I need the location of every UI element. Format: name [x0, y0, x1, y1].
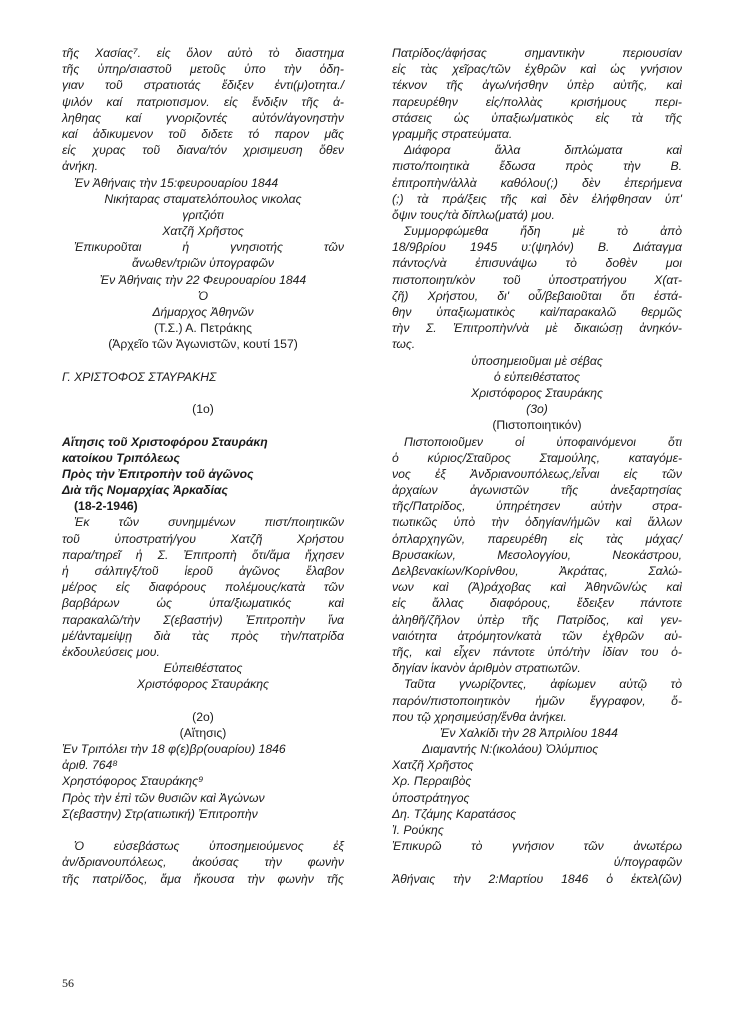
text-line: ψιλόν καί πατριοτισμον. εἰς ἔνδιξιν τῆς ἀ-	[62, 94, 344, 109]
text-line	[62, 385, 344, 401]
text-line: Ἐν Ἀθήναις τὴν 22 Φευρουαρίου 1844	[99, 272, 307, 287]
text-line: νος ἐξ Ἀνδριανουπόλεως,/εἶναι εἰς τῶν	[392, 466, 682, 481]
text-line: (;) τὰ πρά/ξεις τῆς καὶ δὲν ἐλήφθησαν ὑπ'	[392, 191, 682, 206]
text-line: 18/9βρίου 1945 υ:(ψηλόν) Β. Διάταγμα	[392, 240, 682, 255]
text-line: τῆς, καὶ εἶχεν πάντοτε ὑπό/τὴν ἰδίαν του ὁ-	[392, 644, 682, 659]
text-line: Διὰ τῆς Νομαρχίας Ἀρκαδίας	[62, 483, 228, 498]
text-line: τῆς πατρί/δος, ἅμα ἤκουσα τὴν φωνὴν τῆς	[62, 871, 344, 886]
text-line: ζῆ) Χρήστου, δι' οὗ/βεβαιοῦται ὅτι ἐστά-	[392, 288, 682, 303]
text-line: ὁπλαρχηγῶν, παρευρέθη εἰς τὰς μάχας/	[392, 531, 682, 546]
text-line: Χρ. Περραιβὸς	[392, 774, 472, 789]
text-line: ὑποστράτηγος	[392, 790, 470, 805]
page-number: 56	[62, 976, 74, 990]
text-line: μέ/ἀνταμείψῃ διὰ τὰς πρὸς τὴν/πατρίδα	[62, 628, 344, 643]
text-line: Πρὸς τὴν ἐπὶ τῶν θυσιῶν καὶ Ἀγώνων	[62, 790, 265, 805]
text-line: τὴν Σ. Ἐπιτροπὴν/νὰ μὲ δικαιώσῃ ἀνηκόν-	[392, 321, 682, 336]
text-line: Συμμορφώμεθα ἤδη μὲ τὸ ἀπὸ	[404, 224, 682, 239]
text-line: ἐπιτροπὴν/ἀλλὰ καθόλου(;) δὲν ἐπερήμενα	[392, 175, 682, 190]
text-line: τέκνον τῆς ἀγω/νήσθην ὑπὲρ αὐτῆς, καὶ	[392, 78, 682, 93]
text-line: τῆς ὑπηρ/σιαστοῦ μετοῦς ὑπο τὴν ὁδη-	[62, 62, 344, 77]
text-line: ἄνωθεν/τριῶν ὑπογραφῶν	[131, 256, 274, 271]
text-line: ὑ/πογραφῶν	[613, 855, 682, 870]
text-line	[62, 693, 344, 709]
text-line: Σ(εβαστην) Στρ(ατιωτική) Ἐπιτροπὴν	[62, 806, 258, 821]
text-line: ναιότητα ἀτρόμητον/κατὰ τῶν ἐχθρῶν αὐ-	[392, 628, 682, 643]
text-line: θην ὑπαξιωματικὸς καὶ/παρακαλῶ θερμῶς	[392, 305, 682, 319]
text-line: (18-2-1946)	[74, 499, 138, 514]
text-line: γιαν τοῦ στρατιοτάς ἔδιξεν ἐντι(μ)οτητα./	[62, 78, 344, 93]
text-line: (Πιστοποιητικόν)	[492, 418, 582, 433]
text-line: Βρυσακίων, Μεσολογγίου, Νεοκάστρου,	[392, 547, 682, 562]
text-line	[62, 417, 344, 433]
text-line: στάσεις ὡς ὑπαξιω/ματικὸς εἰς τὰ τῆς	[392, 110, 682, 125]
text-line: που τῷ χρησιμεύσῃ/ἔνθα ἀνήκει.	[392, 709, 567, 724]
text-line: παρόν/πιστοποιητικὸν ἡμῶν ἔγγραφον, ὅ-	[392, 693, 682, 708]
text-line: Χατζῆ Χρῆστος	[392, 758, 474, 773]
text-line: Ἐκ τῶν συνημμένων πιστ/ποιητικῶν	[74, 515, 344, 530]
text-line: Χριστόφορος Σταυράκης	[471, 385, 603, 400]
text-line: βαρβάρων ὡς ὑπα/ξιωματικός καὶ	[62, 596, 344, 611]
text-line: Ταῦτα γνωρίζοντες, ἀφίωμεν αὐτῷ τὸ	[404, 677, 682, 692]
text-line: Χρηστόφορος Σταυράκης⁹	[62, 774, 204, 789]
text-line: (2ο)	[192, 709, 214, 724]
text-line: εἰς χυρας τοῦ διανα/τόν χρισιμευση ὅθεν	[62, 143, 344, 158]
text-line: Δη. Τζάμης Καρατάσος	[392, 806, 517, 821]
text-line: τως.	[392, 337, 416, 352]
text-line: Ἐν Τριπόλει τὴν 18 φ(ε)βρ(ουαρίου) 1846	[62, 742, 286, 757]
text-line: (Ἀρχεῖο τῶν Ἀγωνιστῶν, κουτί 157)	[108, 337, 298, 352]
text-line: Δήμαρχος Ἀθηνῶν	[152, 305, 254, 319]
text-line: (3ο)	[526, 402, 548, 417]
text-line: Διάφορα ἄλλα διπλώματα καὶ	[404, 143, 682, 158]
text-line: Ἀθήναις τὴν 2:Μαρτίου 1846 ὁ ἐκτελ(ῶν)	[392, 871, 682, 886]
right-column	[392, 45, 682, 887]
text-line: γραμμῆς στρατεύματα.	[392, 126, 513, 141]
text-line: (Τ.Σ.) Α. Πετράκης	[154, 321, 252, 336]
text-line: (1ο)	[192, 402, 214, 417]
text-line: τῆς/Πατρίδος, ὑπηρέτησεν αὐτὴν στρα-	[392, 499, 682, 514]
text-line: πάντος/νὰ ἐπισυνάψω τὸ δοθὲν μοι	[392, 256, 682, 271]
text-line: εἰς τὰς χεῖρας/τῶν ἐχθρῶν καὶ ὡς γνήσιον	[392, 62, 682, 77]
text-line: καί ἀδικυμενον τοῦ διδετε τό παρον μᾶς	[62, 126, 344, 141]
text-line: Γ. ΧΡΙΣΤΟΦΟΣ ΣΤΑΥΡΑΚΗΣ	[62, 369, 217, 384]
text-line: Πατρίδος/ἀφήσας σημαντικὴν περιουσίαν	[392, 46, 682, 60]
text-line: ἐκδουλεύσεις μου.	[62, 644, 160, 659]
text-line	[62, 353, 344, 369]
text-line: ἀληθῆ/ζῆλον ὑπὲρ τῆς Πατρίδος, καὶ γεν-	[392, 612, 682, 627]
text-line: εἰς ἄλλας διαφόρους, ἔδειξεν πάντοτε	[392, 596, 682, 611]
text-line: Ἐπικυροῦται ἡ γνησιοτής τῶν	[74, 240, 344, 255]
text-line: Ἐν Χαλκίδι τὴν 28 Ἀπριλίου 1844	[440, 725, 618, 740]
text-line: Ὁ	[197, 288, 209, 303]
text-line: ὁ κύριος/Σταῦρος Σταμούλης, καταγόμε-	[392, 450, 682, 465]
text-line: Δελβενακίων/Κορίνθου, Ἀκράτας, Σαλώ-	[392, 564, 682, 578]
text-line: Χριστόφορος Σταυράκης	[137, 677, 269, 692]
text-line: Ἐν Ἀθήναις τὴν 15:φευρουαρίου 1844	[74, 175, 279, 190]
text-line: Ἰ. Ρούκης	[392, 823, 444, 837]
text-line: Νικήταρας σταματελόπουλος νικολας	[104, 191, 302, 206]
text-line: νων καὶ (Ἀ)ράχοβας καὶ Ἀθηνῶν/ὡς καὶ	[392, 580, 682, 595]
left-column	[62, 45, 344, 887]
text-line: Ὁ εὐσεβάστως ὑποσημειούμενος ἐξ	[74, 839, 344, 854]
text-line: ἀρχαίων ἀγωνιστῶν τῆς ἀνεξαρτησίας	[392, 483, 682, 498]
text-line: ἀριθ. 764⁸	[62, 758, 118, 773]
text-line: πιστοποιητι/κὸν τοῦ ὑποστρατήγου Χ(ατ-	[392, 272, 682, 287]
text-line: ἀνήκη.	[62, 159, 99, 174]
text-line: ληθηας καί γνοριζοντές αὐτόν/ἀγονηστὴν	[62, 110, 344, 125]
text-line: τιωτικῶς ὑπὸ τὴν ὁδηγίαν/ἡμῶν καὶ ἄλλων	[392, 515, 682, 530]
text-line: ἀν/δριανουπόλεως, ἀκούσας τὴν φωνὴν	[62, 855, 344, 870]
text-line: γριτζιότι	[182, 207, 224, 222]
text-line: Αἴτησις τοῦ Χριστοφόρου Σταυράκη	[62, 434, 268, 449]
text-line: δηγίαν ἱκανὸν ἀριθμὸν στρατιωτῶν.	[392, 661, 581, 676]
text-line: ὑποσημειοῦμαι μὲ σέβας	[471, 353, 603, 368]
text-line: μέ/ρος εἰς διαφόρους πολέμους/κατὰ τῶν	[62, 580, 344, 595]
text-line: Ἐπικυρῶ τὸ γνήσιον τῶν ἀνωτέρω	[392, 839, 682, 854]
text-line: ὄψιν τους/τὰ δίπλω(ματά) μου.	[392, 207, 555, 222]
text-line: Εὐπειθέστατος	[163, 661, 243, 676]
text-line	[62, 822, 344, 838]
text-line: Πιστοποιοῦμεν οἱ ὑποφαινόμενοι ὅτι	[404, 434, 682, 449]
text-line: τῆς Χασίας⁷. εἰς ὅλον αὐτὸ τὸ διαστημα	[62, 46, 344, 60]
text-line: ἡ σάλπιγξ/τοῦ ἱεροῦ ἀγῶνος ἔλαβον	[62, 564, 344, 578]
text-line: τοῦ ὑποστρατή/γου Χατζῆ Χρήστου	[62, 531, 344, 546]
text-line: κατοίκου Τριπόλεως	[62, 450, 180, 465]
text-line: παρακαλῶ/τὴν Σ(εβαστήν) Ἐπιτροπὴν ἵνα	[62, 612, 344, 627]
text-line: Χατζῆ Χρῆστος	[162, 224, 244, 239]
text-line: παρα/τηρεῖ ἡ Σ. Ἐπιτροπὴ ὅτι/ἅμα ἤχησεν	[62, 547, 344, 562]
text-line: Πρὸς τὴν Ἐπιτροπὴν τοῦ ἀγῶνος	[62, 466, 254, 481]
text-line: (Αἴτησις)	[179, 725, 227, 740]
text-line: Διαμαντής Ν:(ικολάου) Ὀλύμπιος	[422, 742, 599, 757]
text-line: παρευρέθην εἰς/πολλὰς κρισήμους περι-	[392, 94, 682, 109]
text-line: πιστο/ποιητικὰ ἔδωσα πρὸς τὴν Β.	[392, 159, 682, 174]
text-line: ὁ εὐπειθέστατος	[493, 369, 581, 384]
